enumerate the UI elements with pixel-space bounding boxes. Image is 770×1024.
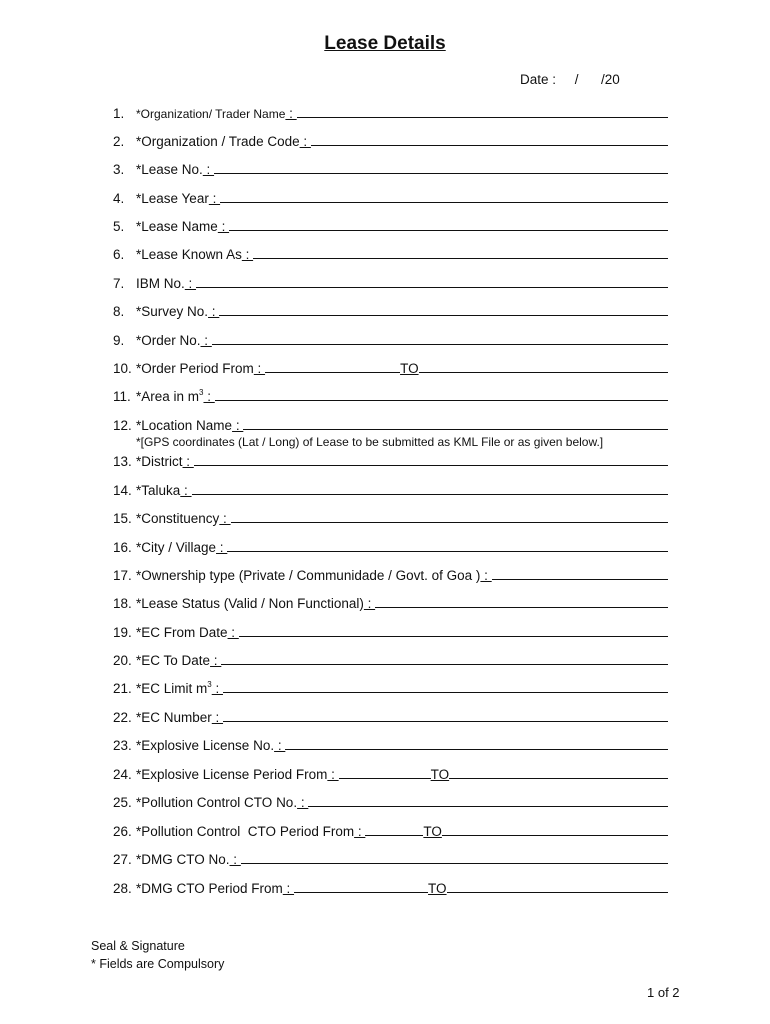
field-number: 1.	[113, 106, 125, 121]
field-label: *Organization / Trade Code	[136, 134, 300, 149]
field-number: 3.	[113, 162, 125, 177]
fill-in-line[interactable]	[223, 721, 668, 722]
field-label: *Ownership type (Private / Communidade / Govt. of Goa )	[136, 568, 481, 583]
from-line[interactable]	[365, 835, 423, 836]
field-row-18: 18. *Lease Status (Valid / Non Functional) :	[113, 591, 668, 611]
field-label: *Pollution Control CTO Period From	[136, 824, 355, 839]
fill-in-line[interactable]	[212, 344, 668, 345]
fill-in-line[interactable]	[231, 522, 668, 523]
page-number: 1 of 2	[647, 985, 680, 1000]
fill-in-line[interactable]	[253, 258, 668, 259]
field-number: 5.	[113, 219, 125, 234]
field-number: 10.	[113, 361, 132, 376]
fill-in-line[interactable]	[192, 494, 668, 495]
field-label: *EC From Date	[136, 625, 228, 640]
field-row-27: 27. *DMG CTO No. :	[113, 847, 668, 867]
from-line[interactable]	[265, 372, 400, 373]
field-number: 25.	[113, 795, 132, 810]
field-number: 8.	[113, 304, 125, 319]
fill-in-line[interactable]	[285, 749, 668, 750]
field-row-2: 2. *Organization / Trade Code :	[113, 129, 668, 149]
field-number: 4.	[113, 191, 125, 206]
field-label: IBM No.	[136, 276, 185, 291]
fill-in-line[interactable]	[220, 202, 668, 203]
field-row-28: 28. *DMG CTO Period From : TO	[113, 876, 668, 896]
field-row-4: 4. *Lease Year :	[113, 186, 668, 206]
fill-in-line[interactable]	[196, 287, 668, 288]
field-row-20: 20. *EC To Date :	[113, 648, 668, 668]
field-label: *District	[136, 454, 183, 469]
field-row-10: 10. *Order Period From : TO	[113, 356, 668, 376]
date-line: Date : / /20	[520, 72, 620, 87]
field-number: 16.	[113, 540, 132, 555]
to-label: TO	[423, 824, 442, 839]
field-number: 13.	[113, 454, 132, 469]
field-row-13: 13. *District :	[113, 449, 668, 469]
field-row-3: 3. *Lease No. :	[113, 157, 668, 177]
field-number: 7.	[113, 276, 125, 291]
field-row-11: 11. *Area in $m^3$ :	[113, 384, 668, 404]
fill-in-line[interactable]	[221, 664, 668, 665]
field-row-21: 21. *EC Limit $m^3$ :	[113, 676, 668, 696]
fill-in-line[interactable]	[241, 863, 668, 864]
fill-in-line[interactable]	[308, 806, 668, 807]
field-row-8: 8. *Survey No. :	[113, 299, 668, 319]
field-label: *City / Village	[136, 540, 217, 555]
to-label: TO	[430, 767, 450, 782]
field-row-24: 24. *Explosive License Period From : TO	[113, 762, 668, 782]
field-row-19: 19. *EC From Date :	[113, 620, 668, 640]
from-line[interactable]	[294, 892, 428, 893]
field-row-23: 23. *Explosive License No. :	[113, 733, 668, 753]
field-label: *DMG CTO Period From	[136, 881, 283, 896]
compulsory-note: * Fields are Compulsory	[91, 957, 225, 971]
fill-in-line[interactable]	[239, 636, 668, 637]
seal-signature-label: Seal & Signature	[91, 939, 185, 953]
field-label: *Survey No.	[136, 304, 209, 319]
field-label: *Constituency	[136, 511, 220, 526]
field-label: *Organization/ Trader Name	[136, 107, 286, 121]
field-number: 20.	[113, 653, 132, 668]
field-label: *Taluka	[136, 483, 181, 498]
field-row-5: 5. *Lease Name :	[113, 214, 668, 234]
fill-in-line[interactable]	[215, 400, 668, 401]
field-number: 22.	[113, 710, 132, 725]
field-label: *Area in $m^3$	[136, 388, 204, 404]
field-label: *Explosive License Period From	[136, 767, 328, 782]
field-number: 14.	[113, 483, 132, 498]
field-label: *Order Period From	[136, 361, 254, 376]
field-number: 19.	[113, 625, 132, 640]
field-label: *Location Name	[136, 418, 233, 433]
field-row-16: 16. *City / Village :	[113, 535, 668, 555]
field-row-6: 6. *Lease Known As :	[113, 242, 668, 262]
field-number: 26.	[113, 824, 132, 839]
fill-in-line[interactable]	[297, 117, 668, 118]
field-label: *Pollution Control CTO No.	[136, 795, 298, 810]
fill-in-line[interactable]	[214, 173, 668, 174]
field-number: 24.	[113, 767, 132, 782]
field-label: *Lease Year	[136, 191, 209, 206]
fill-in-line[interactable]	[243, 429, 668, 430]
field-number: 18.	[113, 596, 132, 611]
fill-in-line[interactable]	[492, 579, 668, 580]
field-label: *EC Limit $m^3$	[136, 680, 212, 696]
field-label: *Lease Known As	[136, 247, 242, 262]
field-label: *Lease Name	[136, 219, 218, 234]
fill-in-line[interactable]	[311, 145, 668, 146]
field-number: 23.	[113, 738, 132, 753]
field-number: 2.	[113, 134, 125, 149]
field-row-12: 12. *Location Name :	[113, 413, 668, 433]
to-label: TO	[400, 361, 419, 376]
field-number: 17.	[113, 568, 132, 583]
field-label: *Lease Status (Valid / Non Functional)	[136, 596, 364, 611]
field-label: *DMG CTO No.	[136, 852, 230, 867]
to-label: TO	[428, 881, 447, 896]
field-label: *EC Number	[136, 710, 212, 725]
field-number: 27.	[113, 852, 132, 867]
field-label: *Lease No.	[136, 162, 203, 177]
gps-note: *[GPS coordinates (Lat / Long) of Lease to be submitted as KML File or as given below.]	[136, 435, 604, 449]
fill-in-line[interactable]	[375, 607, 668, 608]
field-number: 15.	[113, 511, 132, 526]
fill-in-line[interactable]	[227, 551, 668, 552]
fill-in-line[interactable]	[194, 465, 668, 466]
field-number: 9.	[113, 333, 125, 348]
field-label: *EC To Date	[136, 653, 211, 668]
from-line[interactable]	[339, 778, 431, 779]
field-row-15: 15. *Constituency :	[113, 506, 668, 526]
field-row-7: 7. IBM No. :	[113, 271, 668, 291]
to-line[interactable]	[419, 372, 668, 373]
field-row-26: 26. *Pollution Control CTO Period From : TO	[113, 819, 668, 839]
fill-in-line[interactable]	[229, 230, 668, 231]
page-title: Lease Details	[324, 33, 446, 54]
fill-in-line[interactable]	[219, 315, 668, 316]
field-number: 21.	[113, 681, 132, 696]
field-number: 28.	[113, 881, 132, 896]
field-row-9: 9. *Order No. :	[113, 328, 668, 348]
to-line[interactable]	[442, 835, 668, 836]
field-row-17: 17. *Ownership type (Private / Communidade / Govt. of Goa ) :	[113, 563, 668, 583]
field-row-14: 14. *Taluka :	[113, 478, 668, 498]
fill-in-line[interactable]	[223, 692, 668, 693]
field-row-22: 22. *EC Number :	[113, 705, 668, 725]
field-label: *Explosive License No.	[136, 738, 275, 753]
field-label: *Order No.	[136, 333, 201, 348]
field-row-1: 1. *Organization/ Trader Name :	[113, 101, 668, 121]
field-number: 6.	[113, 247, 125, 262]
to-line[interactable]	[449, 778, 668, 779]
field-number: 11.	[113, 389, 131, 404]
field-row-25: 25. *Pollution Control CTO No. :	[113, 790, 668, 810]
to-line[interactable]	[447, 892, 668, 893]
field-number: 12.	[113, 418, 132, 433]
